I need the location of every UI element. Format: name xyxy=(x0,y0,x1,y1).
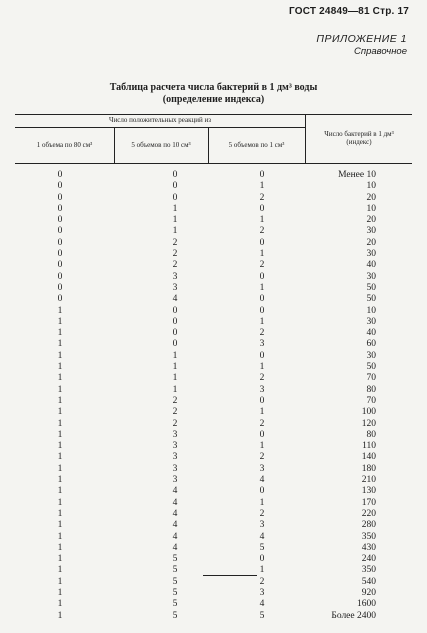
column-values-2 xyxy=(155,170,195,622)
table-cell: 540 xyxy=(361,576,376,587)
table-cell: 30 xyxy=(366,350,376,361)
table-cell: 0 xyxy=(57,271,63,282)
table-cell: 3 xyxy=(172,271,178,282)
table-cell: 180 xyxy=(361,463,376,474)
table-cell: 1 xyxy=(259,282,265,293)
table-cell: 1 xyxy=(259,497,265,508)
table-cell: 0 xyxy=(259,294,265,305)
table-cell: 0 xyxy=(172,192,178,203)
table-cell: 1 xyxy=(57,508,63,519)
table-cell: 3 xyxy=(259,339,265,350)
table-cell: 0 xyxy=(172,305,178,316)
table-cell: 430 xyxy=(361,542,376,553)
table-cell: 3 xyxy=(172,441,178,452)
table-cell: 4 xyxy=(259,475,265,486)
table-cell: 5 xyxy=(172,565,178,576)
table-cell: 1 xyxy=(57,328,63,339)
table-cell: 50 xyxy=(366,282,376,293)
table-cell: 4 xyxy=(172,542,178,553)
table-header xyxy=(15,114,412,164)
table-cell: 10 xyxy=(366,305,376,316)
table-cell: 20 xyxy=(366,192,376,203)
table-cell: 1 xyxy=(57,554,63,565)
table-cell: 60 xyxy=(366,339,376,350)
table-cell: 0 xyxy=(57,181,63,192)
table-cell: 0 xyxy=(172,170,178,180)
table-cell: 0 xyxy=(259,429,265,440)
table-cell: 2 xyxy=(172,237,178,248)
table-cell: 4 xyxy=(259,599,265,610)
table-cell: 2 xyxy=(259,508,265,519)
table-cell: 0 xyxy=(57,192,63,203)
table-cell: 0 xyxy=(57,282,63,293)
table-cell: 1 xyxy=(57,441,63,452)
table-cell: 1 xyxy=(172,384,178,395)
table-cell: 1 xyxy=(259,316,265,327)
table-cell: 1 xyxy=(57,497,63,508)
column-header-3: 5 объемов по 1 см³ xyxy=(228,141,285,149)
table-cell: 0 xyxy=(259,486,265,497)
table-cell: 0 xyxy=(57,249,63,260)
table-cell: 10 xyxy=(366,181,376,192)
table-cell: 0 xyxy=(259,554,265,565)
table-cell: 70 xyxy=(366,395,376,406)
table-cell: 0 xyxy=(172,339,178,350)
table-cell: 2 xyxy=(259,373,265,384)
table-cell: 170 xyxy=(361,497,376,508)
table-cell: 2 xyxy=(259,452,265,463)
table-cell: 1600 xyxy=(357,599,376,610)
appendix-subtitle: Справочное xyxy=(354,46,407,57)
table-cell: 1 xyxy=(57,531,63,542)
table-cell: 210 xyxy=(361,475,376,486)
table-cell: 0 xyxy=(57,260,63,271)
table-cell: 0 xyxy=(259,305,265,316)
table-cell: 1 xyxy=(57,486,63,497)
table-cell: 1 xyxy=(57,542,63,553)
table-cell: 1 xyxy=(172,373,178,384)
table-cell: 4 xyxy=(172,508,178,519)
table-cell: 0 xyxy=(57,226,63,237)
table-cell: 1 xyxy=(57,395,63,406)
table-cell: 1 xyxy=(57,610,63,621)
table-cell: 0 xyxy=(259,271,265,282)
table-cell: 110 xyxy=(362,441,376,452)
table-cell: 1 xyxy=(57,407,63,418)
table-cell: 0 xyxy=(57,215,63,226)
table-cell: 3 xyxy=(172,463,178,474)
table-cell: 5 xyxy=(172,576,178,587)
table-cell: 1 xyxy=(57,362,63,373)
bottom-rule xyxy=(203,575,257,576)
table-cell: 1 xyxy=(172,350,178,361)
table-cell: 3 xyxy=(172,429,178,440)
table-cell: 3 xyxy=(259,587,265,598)
table-cell: 1 xyxy=(57,373,63,384)
table-cell: 1 xyxy=(57,520,63,531)
table-cell: 280 xyxy=(361,520,376,531)
table-cell: 4 xyxy=(172,497,178,508)
table-cell: 4 xyxy=(172,294,178,305)
table-cell: 1 xyxy=(57,452,63,463)
table-cell: 0 xyxy=(259,170,265,180)
table-cell: 2 xyxy=(259,576,265,587)
table-cell: 1 xyxy=(172,362,178,373)
table-cell: 1 xyxy=(259,565,265,576)
table-cell: 1 xyxy=(57,316,63,327)
table-title xyxy=(0,82,427,106)
table-cell: 1 xyxy=(57,429,63,440)
table-cell: 130 xyxy=(361,486,376,497)
table-cell: 70 xyxy=(366,373,376,384)
table-cell: 1 xyxy=(259,362,265,373)
group-header: Число положительных реакций из xyxy=(109,116,211,124)
table-cell: 0 xyxy=(259,237,265,248)
table-cell: 2 xyxy=(172,260,178,271)
table-cell: 0 xyxy=(57,294,63,305)
table-cell: 240 xyxy=(361,554,376,565)
table-cell: 1 xyxy=(57,384,63,395)
table-cell: 5 xyxy=(172,599,178,610)
table-cell: 1 xyxy=(259,215,265,226)
appendix-label xyxy=(316,33,407,57)
table-cell: 1 xyxy=(259,441,265,452)
column-values-1 xyxy=(40,170,80,622)
column-header-4: Число бактерий в 1 дм³ (индекс) xyxy=(324,130,394,146)
header-rule-bottom xyxy=(15,163,412,164)
table-cell: 0 xyxy=(172,316,178,327)
page-header: ГОСТ 24849—81 Стр. 17 xyxy=(289,6,409,17)
table-cell: 4 xyxy=(172,520,178,531)
table-cell: 0 xyxy=(57,203,63,214)
table-title-line1: Таблица расчета числа бактерий в 1 дм³ воды xyxy=(109,82,318,93)
column-values-3 xyxy=(242,170,282,622)
column-divider-3 xyxy=(305,114,306,164)
table-cell: 4 xyxy=(172,486,178,497)
table-cell: 20 xyxy=(366,237,376,248)
table-cell: 10 xyxy=(366,203,376,214)
table-cell: 350 xyxy=(361,565,376,576)
table-cell: 1 xyxy=(57,418,63,429)
table-cell: 1 xyxy=(172,215,178,226)
table-cell: 2 xyxy=(172,418,178,429)
group-header-rule xyxy=(15,127,305,128)
table-cell: 220 xyxy=(361,508,376,519)
table-cell: 350 xyxy=(361,531,376,542)
table-cell: 1 xyxy=(57,305,63,316)
table-cell: 40 xyxy=(366,328,376,339)
table-cell: 2 xyxy=(259,192,265,203)
table-cell: 920 xyxy=(361,587,376,598)
table-cell: 5 xyxy=(172,587,178,598)
table-cell: 1 xyxy=(259,181,265,192)
table-cell: 140 xyxy=(361,452,376,463)
table-cell: 2 xyxy=(172,249,178,260)
table-cell: 2 xyxy=(172,395,178,406)
appendix-title: ПРИЛОЖЕНИЕ 1 xyxy=(316,33,407,45)
table-cell: 2 xyxy=(259,260,265,271)
table-cell: 5 xyxy=(172,554,178,565)
table-cell: 5 xyxy=(259,610,265,621)
table-cell: 1 xyxy=(57,475,63,486)
table-cell: 3 xyxy=(259,463,265,474)
column-values-4 xyxy=(322,170,376,622)
table-cell: 40 xyxy=(366,260,376,271)
table-cell: 120 xyxy=(361,418,376,429)
table-cell: 3 xyxy=(259,384,265,395)
table-cell: 100 xyxy=(361,407,376,418)
table-cell: 1 xyxy=(172,226,178,237)
table-cell: 1 xyxy=(57,339,63,350)
table-cell: 4 xyxy=(172,531,178,542)
table-cell: 5 xyxy=(259,542,265,553)
table-cell: 50 xyxy=(366,294,376,305)
table-cell: 5 xyxy=(172,610,178,621)
table-cell: 4 xyxy=(259,531,265,542)
table-cell: Более 2400 xyxy=(331,610,376,621)
table-cell: 3 xyxy=(259,520,265,531)
table-cell: 1 xyxy=(57,565,63,576)
table-cell: 1 xyxy=(57,463,63,474)
table-cell: 3 xyxy=(172,452,178,463)
table-title-line2: (определение индекса) xyxy=(162,94,265,105)
table-cell: 3 xyxy=(172,282,178,293)
table-cell: 1 xyxy=(172,203,178,214)
table-cell: 80 xyxy=(366,384,376,395)
table-cell: 2 xyxy=(259,226,265,237)
table-cell: 30 xyxy=(366,271,376,282)
table-cell: 1 xyxy=(57,587,63,598)
table-cell: 0 xyxy=(259,350,265,361)
table-cell: 2 xyxy=(259,418,265,429)
table-cell: 3 xyxy=(172,475,178,486)
table-cell: 0 xyxy=(57,237,63,248)
table-cell: 30 xyxy=(366,249,376,260)
table-cell: 30 xyxy=(366,226,376,237)
header-rule-top xyxy=(15,114,412,115)
column-header-1: 1 объема по 80 см³ xyxy=(36,141,93,149)
table-cell: 2 xyxy=(172,407,178,418)
table-cell: 80 xyxy=(366,429,376,440)
table-cell: 20 xyxy=(366,215,376,226)
column-header-2: 5 объемов по 10 см³ xyxy=(131,141,191,149)
table-cell: 0 xyxy=(172,328,178,339)
table-cell: 1 xyxy=(57,599,63,610)
table-cell: 2 xyxy=(259,328,265,339)
table-cell: 0 xyxy=(259,395,265,406)
table-cell: 30 xyxy=(366,316,376,327)
table-cell: 1 xyxy=(57,350,63,361)
table-cell: 1 xyxy=(259,407,265,418)
table-cell: 50 xyxy=(366,362,376,373)
table-cell: Менее 10 xyxy=(338,170,376,180)
table-cell: 0 xyxy=(172,181,178,192)
table-cell: 1 xyxy=(57,576,63,587)
table-cell: 0 xyxy=(57,170,63,180)
table-cell: 1 xyxy=(259,249,265,260)
table-cell: 0 xyxy=(259,203,265,214)
